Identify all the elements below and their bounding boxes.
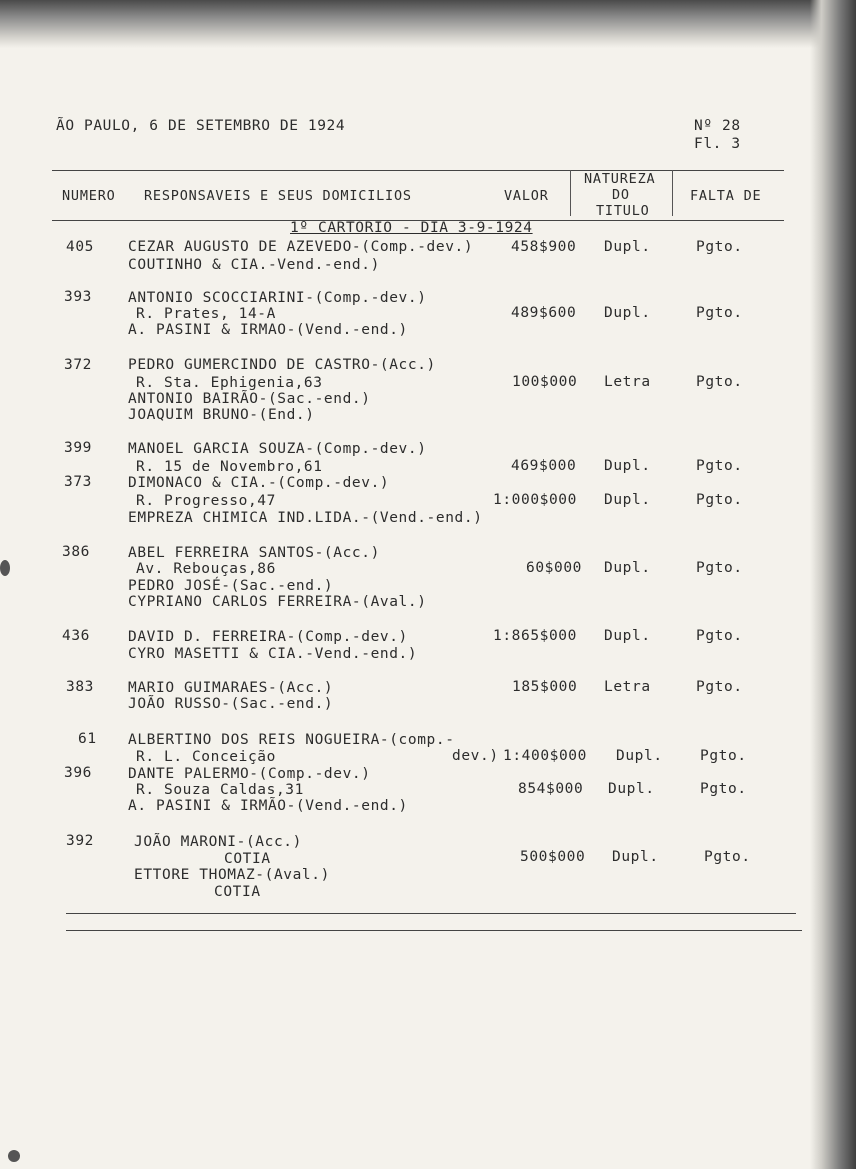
- entry-number: 392: [66, 833, 94, 849]
- entry-value: 854$000: [518, 781, 584, 797]
- entry-fault: Pgto.: [696, 239, 743, 255]
- entry-fault: Pgto.: [696, 628, 743, 644]
- entry-line: MARIO GUIMARAES-(Acc.): [128, 680, 334, 696]
- column-header-valor: VALOR: [504, 188, 549, 204]
- closing-rule: [66, 930, 802, 931]
- entry-fault: Pgto.: [704, 849, 751, 865]
- entry-value: 185$000: [512, 679, 578, 695]
- entry-nature: Dupl.: [612, 849, 659, 865]
- entry-fault: Pgto.: [696, 560, 743, 576]
- entry-line: JOAQUIM BRUNO-(End.): [128, 407, 315, 423]
- entry-value: 500$000: [520, 849, 586, 865]
- column-header-falta: FALTA DE: [690, 188, 762, 204]
- entry-line: CYPRIANO CARLOS FERREIRA-(Aval.): [128, 594, 427, 610]
- entry-fault: Pgto.: [700, 781, 747, 797]
- entry-fault: Pgto.: [696, 374, 743, 390]
- entry-value: 489$600: [511, 305, 577, 321]
- entry-line: Av. Rebouças,86: [136, 561, 276, 577]
- entry-nature: Letra: [604, 679, 651, 695]
- scan-shadow-top: [0, 0, 856, 48]
- entry-value: 469$000: [511, 458, 577, 474]
- entry-value: 60$000: [526, 560, 582, 576]
- document-number: Nº 28: [694, 118, 741, 134]
- entry-line: JOÃO RUSSO-(Sac.-end.): [128, 696, 334, 712]
- header-top-rule: [52, 170, 784, 171]
- entry-line: COUTINHO & CIA.-Vend.-end.): [128, 257, 380, 273]
- entry-nature: Dupl.: [604, 239, 651, 255]
- folio-number: Fl. 3: [694, 136, 741, 152]
- entry-line: COTIA: [214, 884, 261, 900]
- entry-number: 61: [78, 731, 97, 747]
- entry-value: 1:000$000: [493, 492, 577, 508]
- entry-line: A. PASINI & IRMAO-(Vend.-end.): [128, 322, 408, 338]
- entry-fault: Pgto.: [696, 492, 743, 508]
- ink-blot: [0, 560, 10, 576]
- entry-line: ANTONIO BAIRÃO-(Sac.-end.): [128, 391, 371, 407]
- entry-line: CYRO MASETTI & CIA.-Vend.-end.): [128, 646, 418, 662]
- column-header-natureza: NATUREZA: [584, 171, 656, 187]
- column-divider: [570, 170, 571, 216]
- column-header-numero: NUMERO: [62, 188, 116, 204]
- entry-nature: Dupl.: [616, 748, 663, 764]
- place-date: ÃO PAULO, 6 DE SETEMBRO DE 1924: [56, 118, 346, 134]
- entry-line: R. Sta. Ephigenia,63: [136, 375, 323, 391]
- entry-nature: Dupl.: [604, 628, 651, 644]
- entry-line: EMPREZA CHIMICA IND.LIDA.-(Vend.-end.): [128, 510, 483, 526]
- column-header-natureza: TITULO: [596, 203, 650, 219]
- entry-line: R. Progresso,47: [136, 493, 276, 509]
- column-divider: [672, 170, 673, 216]
- section-title: 1º CARTORIO - DIA 3-9-1924: [290, 220, 533, 236]
- entry-line: A. PASINI & IRMÃO-(Vend.-end.): [128, 798, 408, 814]
- column-header-natureza: DO: [612, 187, 630, 203]
- entry-line: R. L. Conceição: [136, 749, 276, 765]
- entry-value: 458$900: [511, 239, 577, 255]
- entry-line: PEDRO JOSÉ-(Sac.-end.): [128, 578, 334, 594]
- entry-line: COTIA: [224, 851, 271, 867]
- entry-nature: Dupl.: [604, 492, 651, 508]
- entry-value: 1:400$000: [503, 748, 587, 764]
- column-header-responsaveis: RESPONSAVEIS E SEUS DOMICILIOS: [144, 188, 412, 204]
- entry-number: 386: [62, 544, 90, 560]
- entry-line: ALBERTINO DOS REIS NOGUEIRA-(comp.-: [128, 732, 455, 748]
- entry-line: CEZAR AUGUSTO DE AZEVEDO-(Comp.-dev.): [128, 239, 474, 255]
- entry-nature: Dupl.: [608, 781, 655, 797]
- entry-number: 399: [64, 440, 92, 456]
- entry-line: DIMONACO & CIA.-(Comp.-dev.): [128, 475, 390, 491]
- entry-nature: Dupl.: [604, 305, 651, 321]
- entry-fault: Pgto.: [700, 748, 747, 764]
- scan-shadow-right: [810, 0, 856, 1169]
- entry-value: 1:865$000: [493, 628, 577, 644]
- entry-number: 373: [64, 474, 92, 490]
- entry-nature: Dupl.: [604, 560, 651, 576]
- entry-line: R. Prates, 14-A: [136, 306, 276, 322]
- entry-line: ANTONIO SCOCCIARINI-(Comp.-dev.): [128, 290, 427, 306]
- entry-line: dev.): [452, 748, 499, 764]
- ink-blot: [8, 1150, 20, 1162]
- entry-line: R. Souza Caldas,31: [136, 782, 304, 798]
- closing-rule: [66, 913, 796, 914]
- entry-number: 396: [64, 765, 92, 781]
- entry-number: 383: [66, 679, 94, 695]
- entry-line: ABEL FERREIRA SANTOS-(Acc.): [128, 545, 380, 561]
- entry-line: ETTORE THOMAZ-(Aval.): [134, 867, 330, 883]
- entry-line: DAVID D. FERREIRA-(Comp.-dev.): [128, 629, 408, 645]
- entry-line: DANTE PALERMO-(Comp.-dev.): [128, 766, 371, 782]
- entry-number: 436: [62, 628, 90, 644]
- entry-line: MANOEL GARCIA SOUZA-(Comp.-dev.): [128, 441, 427, 457]
- entry-line: JOÃO MARONI-(Acc.): [134, 834, 302, 850]
- entry-fault: Pgto.: [696, 679, 743, 695]
- entry-line: R. 15 de Novembro,61: [136, 459, 323, 475]
- entry-nature: Dupl.: [604, 458, 651, 474]
- entry-line: PEDRO GUMERCINDO DE CASTRO-(Acc.): [128, 357, 436, 373]
- entry-number: 405: [66, 239, 94, 255]
- entry-value: 100$000: [512, 374, 578, 390]
- entry-fault: Pgto.: [696, 305, 743, 321]
- entry-nature: Letra: [604, 374, 651, 390]
- entry-number: 393: [64, 289, 92, 305]
- entry-number: 372: [64, 357, 92, 373]
- entry-fault: Pgto.: [696, 458, 743, 474]
